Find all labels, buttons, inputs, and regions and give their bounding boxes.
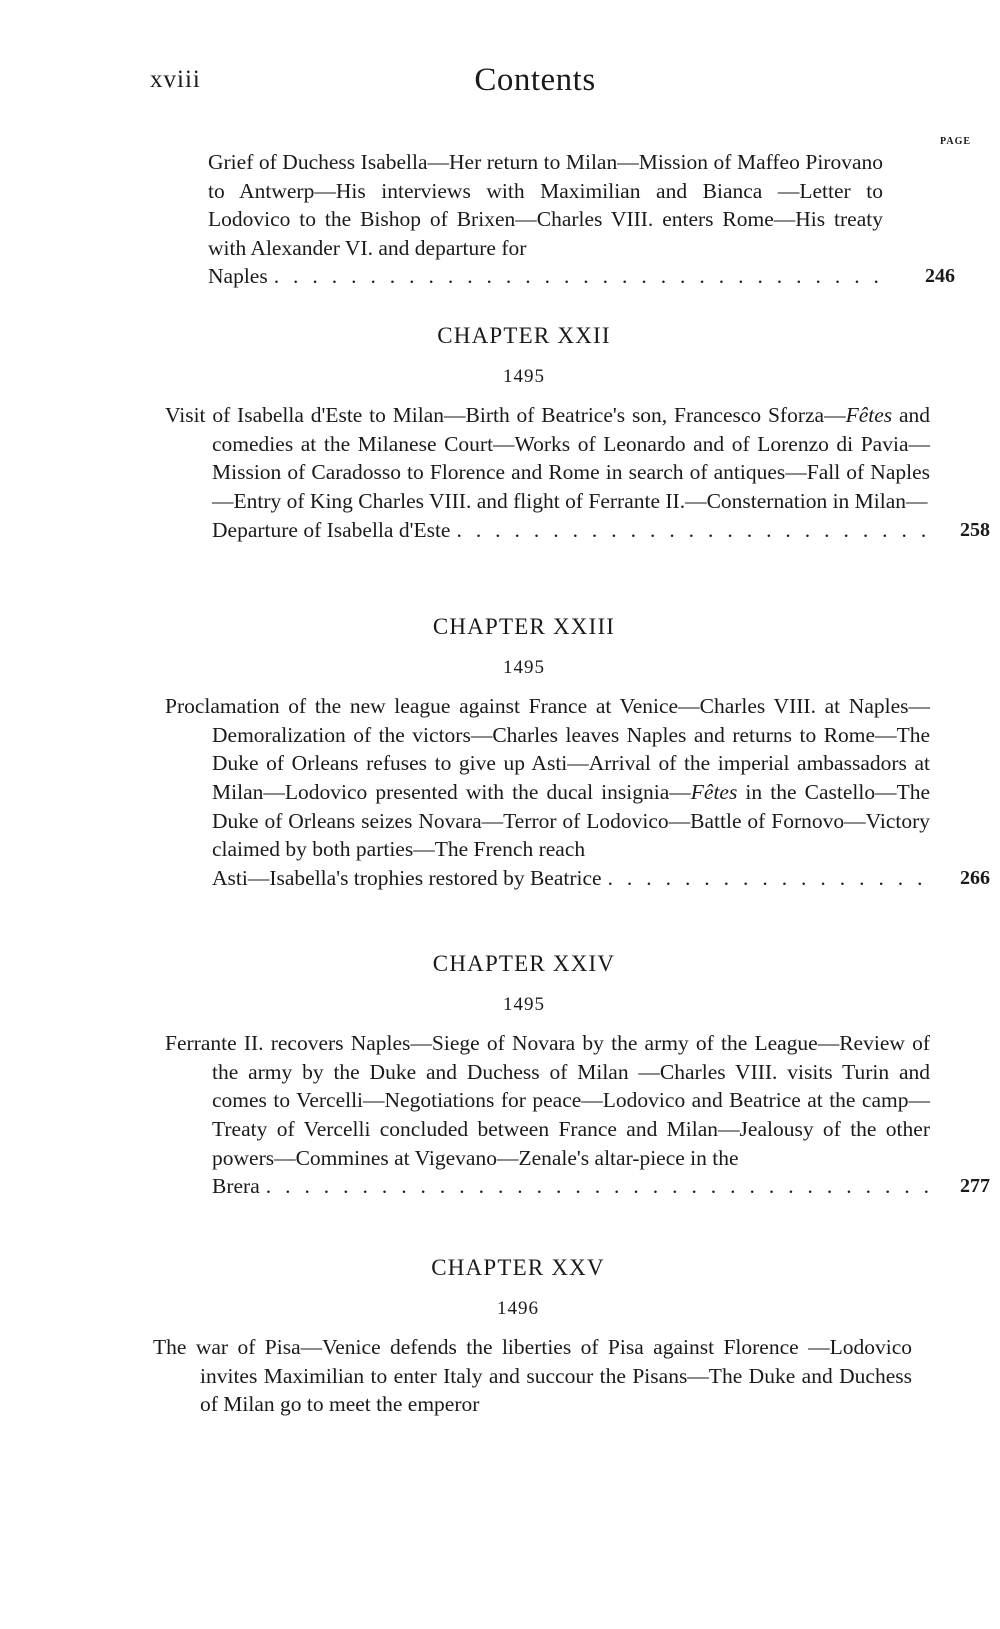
contents-entry <box>165 950 990 1201</box>
dot-leader <box>274 262 883 291</box>
page-number: 246 <box>925 265 955 288</box>
summary-text: Proclamation of the new league against France at Venice—Charles VIII. at Naples—Demoralization of the victors—Charles leaves Naples and returns to Rome—The Duke of Orleans refuses to give up Asti—Arrival of the imperial ambassadors at Milan—Lodovico presented with the ducal insignia— <box>165 694 930 804</box>
chapter-heading: CHAPTER XXIII <box>432 614 616 639</box>
summary-last-line <box>208 262 883 291</box>
summary-text: Ferrante II. recovers Naples—Siege of Novara by the army of the League—Review of the army by the Duke and Duchess of Milan —Charles VIII. visits Turin and comes to Vercelli—Negotiations for peace—Lodovico and Beatrice at the camp—Treaty of Vercelli concluded between France and Milan—Jealousy of the other powers—Commines at Vigevano—Zenale's altar-piece in the <box>165 1031 930 1170</box>
contents-entry <box>165 322 990 544</box>
chapter-heading: CHAPTER XXIV <box>432 951 616 976</box>
summary-last-line <box>212 1172 930 1201</box>
chapter-year: 1495 <box>503 365 545 387</box>
summary-last-line <box>212 516 930 545</box>
summary-last-line <box>212 864 930 893</box>
summary-emphasis: Fêtes <box>845 403 893 428</box>
summary-text: Visit of Isabella d'Este to Milan—Birth of Beatrice's son, Francesco Sforza— <box>165 403 846 428</box>
chapter-heading: CHAPTER XXV <box>431 1255 605 1280</box>
chapter-year: 1495 <box>503 656 545 678</box>
summary-text: and comedies at the Milanese Court—Works of Leonardo and of Lorenzo di Pavia—Mission of Caradosso to Florence and Rome in search of antiques—Fall of Naples—Entry of King Charles VIII. and flight of Ferrante II.—Consternation in Milan— <box>212 403 930 513</box>
entry-summary <box>165 1029 990 1201</box>
entry-summary <box>208 148 955 291</box>
dot-leader <box>608 864 930 893</box>
summary-text: Grief of Duchess Isabella—Her return to Milan—Mission of Maffeo Pirovano to Antwerp—His interviews with Maximilian and Bianca —Letter to Lodovico to the Bishop of Brixen—Charles VIII. enters Rome—His treaty with Alexander VI. and departure for <box>208 150 883 260</box>
summary-last-text: Asti—Isabella's trophies restored by Beatrice <box>212 865 602 890</box>
dot-leader <box>456 516 930 545</box>
contents-entry <box>165 613 990 892</box>
page-title: Contents <box>474 62 596 98</box>
summary-text: in the Castello—The Duke of Orleans seizes Novara—Terror of Lodovico—Battle of Fornovo—Victory claimed by both parties—The French reach <box>212 779 930 862</box>
dot-leader <box>266 1172 930 1201</box>
page-number: 258 <box>960 518 990 541</box>
entry-summary <box>165 401 990 544</box>
contents-entry <box>153 1254 961 1419</box>
running-head <box>150 62 920 102</box>
entry-summary <box>153 1333 912 1419</box>
chapter-year: 1495 <box>503 993 545 1015</box>
chapter-heading: CHAPTER XXII <box>437 323 611 348</box>
page-number: 277 <box>960 1175 990 1198</box>
contents-entry <box>208 148 978 291</box>
page-folio: xviii <box>150 66 201 93</box>
entry-summary <box>165 692 990 892</box>
chapter-year: 1496 <box>497 1297 539 1319</box>
summary-text: The war of Pisa—Venice defends the liberties of Pisa against Florence —Lodovico invites Maximilian to enter Italy and succour the Pisans—The Duke and Duchess of Milan go to meet the emperor <box>153 1335 912 1417</box>
summary-last-text: Naples <box>208 264 268 289</box>
summary-emphasis: Fêtes <box>690 779 738 804</box>
page-number: 266 <box>960 866 990 889</box>
summary-last-text: Brera <box>212 1174 260 1199</box>
summary-last-text: Departure of Isabella d'Este <box>212 517 451 542</box>
page-column-label: PAGE <box>940 136 972 147</box>
